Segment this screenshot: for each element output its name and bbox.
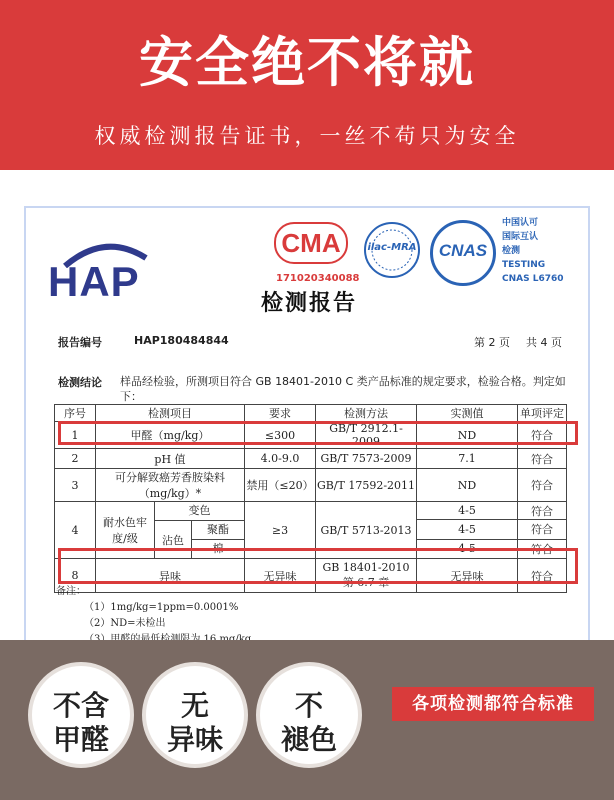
table-header: 要求 <box>245 405 316 422</box>
badge-no-fading <box>256 662 362 768</box>
cell: 4-5 <box>417 520 518 539</box>
cell: 7.1 <box>417 449 518 469</box>
notes <box>56 584 251 648</box>
page-number: 第 2 页 <box>474 336 510 349</box>
cell: 符合 <box>518 539 567 558</box>
test-report <box>24 206 590 646</box>
notes-label: 备注： <box>56 586 86 597</box>
cell: 4 <box>55 502 96 559</box>
report-no: HAP180484844 <box>134 334 229 347</box>
badge-line: 不 <box>294 689 323 722</box>
cell: GB/T 5713-2013 <box>316 502 417 559</box>
cell: ≤300 <box>245 422 316 449</box>
cell: 无异味 <box>245 559 316 593</box>
sub-item: 变色 <box>155 502 244 521</box>
cnas-logo <box>430 220 496 286</box>
ilac-mra-logo <box>362 220 422 280</box>
sub-item: 聚酯 <box>192 521 244 540</box>
standard-label: 各项检测都符合标准 <box>392 687 594 721</box>
cnas-info <box>502 216 564 286</box>
badge-line: 甲醛 <box>52 723 109 756</box>
highlight-odor <box>58 548 578 584</box>
badge-no-formaldehyde <box>28 662 134 768</box>
cell: 符合 <box>518 422 567 449</box>
table-row <box>55 469 567 502</box>
cell: GB/T 7573-2009 <box>316 449 417 469</box>
cnas-info-line: CNAS L6760 <box>502 274 564 284</box>
badge-line: 褪色 <box>280 723 337 756</box>
cell: 8 <box>55 559 96 593</box>
note-line: （1）1mg/kg=1ppm=0.0001% <box>84 602 239 613</box>
cnas-info-line: 国际互认 <box>502 232 539 242</box>
badge-no-odor <box>142 662 248 768</box>
cell: 4-5 <box>417 502 518 520</box>
banner-subtitle: 权威检测报告证书，一丝不苟只为安全 <box>94 124 520 148</box>
hap-logo-text: HAP <box>48 258 140 305</box>
cell: 1 <box>55 422 96 449</box>
conclusion-label: 检测结论 <box>58 376 102 389</box>
badge-line: 不含 <box>52 689 109 722</box>
note-line: （2）ND=未检出 <box>84 618 166 629</box>
cell: 符合 <box>518 449 567 469</box>
cell: 符合 <box>518 469 567 502</box>
sub-item: 沾色 <box>155 521 192 558</box>
table-header: 单项评定 <box>518 405 567 422</box>
cell: 符合 <box>518 502 567 520</box>
cell: 异味 <box>96 559 245 593</box>
sub-item: 棉 <box>212 542 224 555</box>
cnas-info-line: 检测 <box>502 246 521 256</box>
table-header: 序号 <box>55 405 96 422</box>
top-banner <box>0 0 614 170</box>
table-header: 检测项目 <box>96 405 245 422</box>
cell: 无异味 <box>417 559 518 593</box>
table-header-row <box>55 405 567 422</box>
cell: 4-5 <box>417 539 518 558</box>
cma-code: 171020340088 <box>276 273 360 284</box>
report-no-label: 报告编号 <box>58 336 102 349</box>
page-total: 共 4 页 <box>526 336 562 349</box>
sub-item-label: 耐水色牢度/级 <box>96 502 155 558</box>
cnas-info-line: 中国认可 <box>502 218 539 228</box>
cell: ND <box>417 469 518 502</box>
cell: ND <box>417 422 518 449</box>
cell: 4.0-9.0 <box>245 449 316 469</box>
cell: 禁用（≤20） <box>245 469 316 502</box>
badge-line: 异味 <box>166 723 223 756</box>
table-header: 检测方法 <box>316 405 417 422</box>
conclusion-text: 样品经检验，所测项目符合 GB 18401-2010 C 类产品标准的规定要求，检验合格。判定如下： <box>120 375 566 403</box>
ilac-text: ilac-MRA <box>367 242 417 253</box>
cell: 符合 <box>518 559 567 593</box>
cnas-info-line: TESTING <box>502 260 546 270</box>
cell: 2 <box>55 449 96 469</box>
cma-logo <box>274 222 348 264</box>
table-row <box>55 502 567 520</box>
cell: 甲醛（mg/kg） <box>96 422 245 449</box>
banner-title: 安全绝不将就 <box>139 31 475 94</box>
cma-logo-text: CMA <box>281 228 341 258</box>
cell: GB/T 2912.1-2009 <box>316 422 417 449</box>
cell: 3 <box>55 469 96 502</box>
cnas-logo-text: CNAS <box>438 241 488 260</box>
report-title: 检测报告 <box>260 291 357 316</box>
cell: GB 18401-2010 第 6.7 章 <box>316 559 417 593</box>
badge-line: 无 <box>180 689 209 722</box>
table-header: 实测值 <box>417 405 518 422</box>
cell: GB/T 17592-2011 <box>316 469 417 502</box>
cell: pH 值 <box>96 449 245 469</box>
table-row <box>55 449 567 469</box>
cell: ≥3 <box>245 502 316 559</box>
cell: 可分解致癌芳香胺染料（mg/kg）* <box>96 469 245 502</box>
cell: 符合 <box>518 520 567 539</box>
highlight-formaldehyde <box>58 421 578 445</box>
